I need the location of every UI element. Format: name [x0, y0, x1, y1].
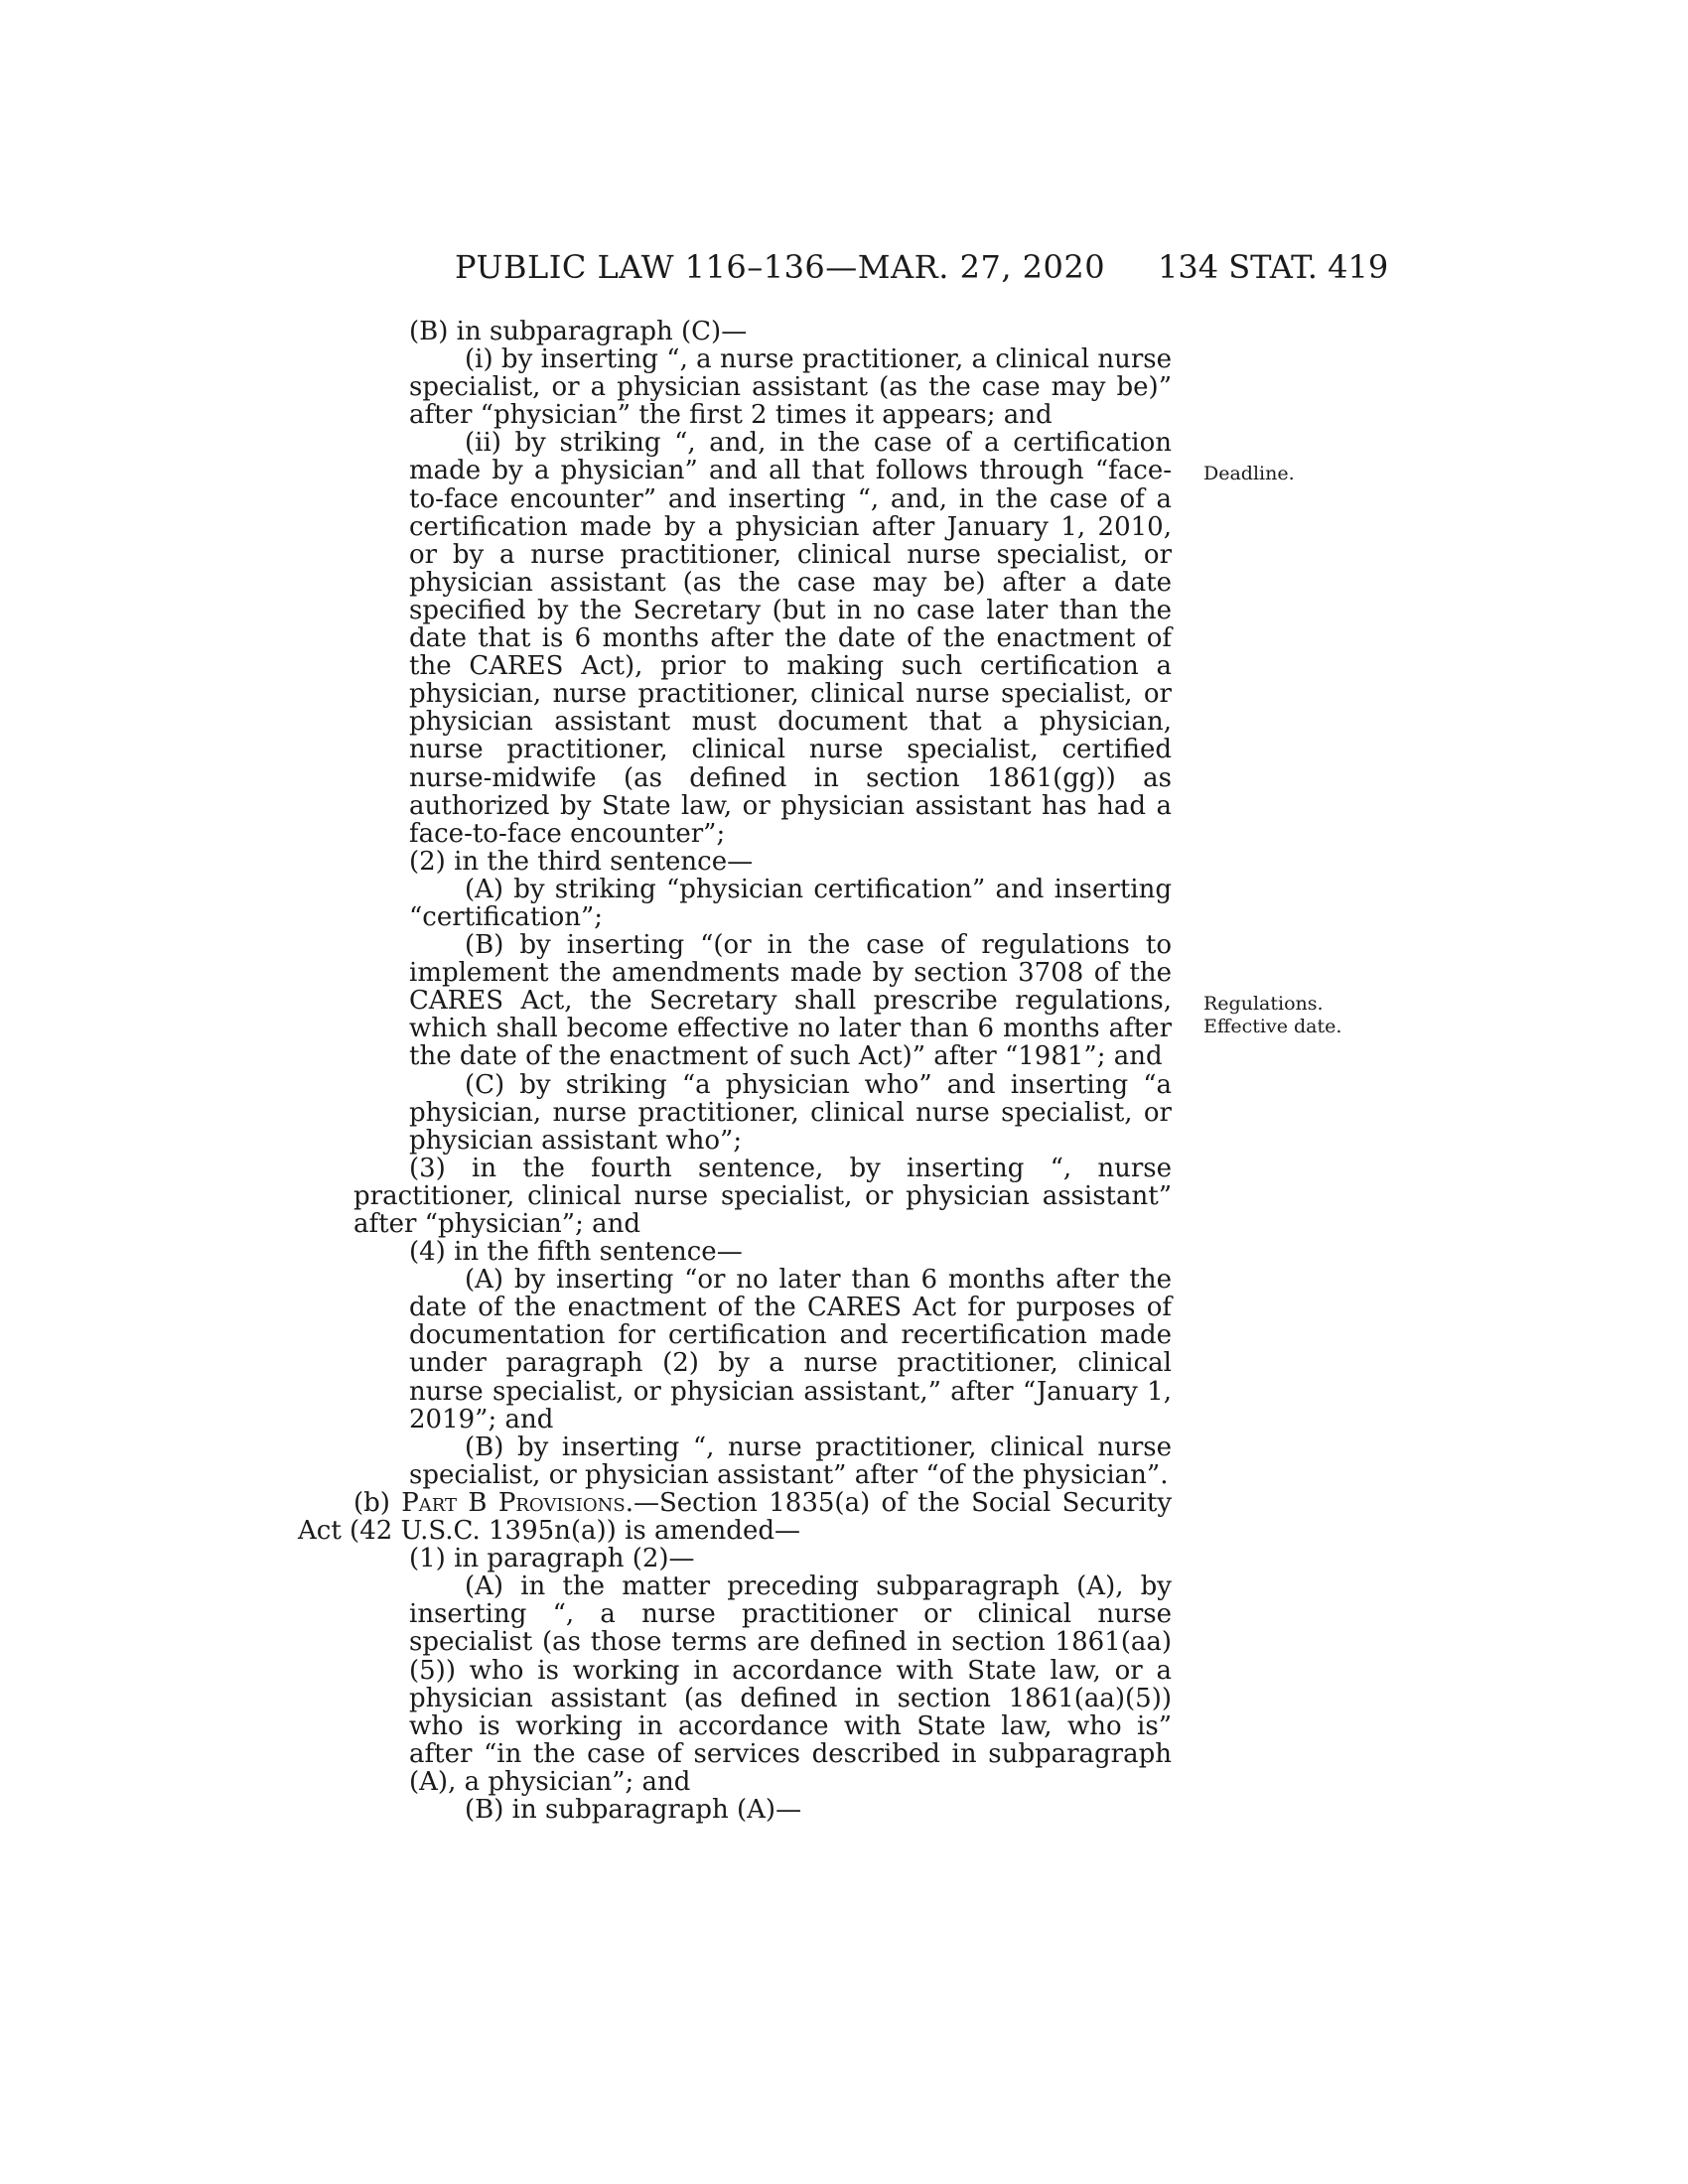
clause-i: (i) by inserting “, a nurse practitioner, a clinical nurse specialist, or a physician assistant (as the case may be)” after “physician” the first 2 times it appears; and	[409, 344, 1172, 431]
margin-note-deadline: Deadline.	[1203, 463, 1295, 484]
clause-ii: (ii) by striking “, and, in the case of a certification made by a physician” and all that follows through “face-to-face encounter” and inserting “, and, in the case of a certification made by a physician after January 1, 2010, or by a nurse practitioner, clinical nurse specialist, or physician assistant (as the case may be) after a date specified by the Secretary (but in no case later than the date that is 6 months after the date of the enactment of the CARES Act), prior to making such certification a physician, nurse practitioner, clinical nurse specialist, or physician assistant must document that a physician, nurse practitioner, clinical nurse specialist, certified nurse-midwife (as defined in section 1861(gg)) as authorized by State law, or physician assistant has had a face-to-face encounter”;	[409, 428, 1172, 849]
margin-note-effective-date: Effective date.	[1203, 1016, 1342, 1037]
subparagraph-b1a: (A) in the matter preceding subparagraph (A), by inserting “, a nurse practitioner or clinical nurse specialist (as those terms are defined in section 1861(aa)(5)) who is working in accordance with State law, or a physician assistant (as defined in section 1861(aa)(5)) who is working in accordance with State law, who is” after “in the case of services described in subparagraph (A), a physician”; and	[409, 1571, 1172, 1797]
subparagraph-4a: (A) by inserting “or no later than 6 months after the date of the enactment of the CARES Act for purposes of documentation for certification and recertification made under paragraph (2) by a nurse practitioner, clinical nurse specialist, or physician assistant,” after “January 1, 2019”; and	[409, 1265, 1172, 1434]
subsection-b-number: (b)	[353, 1487, 390, 1518]
paragraph-2: (2) in the third sentence—	[409, 846, 754, 877]
subparagraph-2c: (C) by striking “a physician who” and inserting “a physician, nurse practitioner, clinical nurse specialist, or physician assistant who”;	[409, 1069, 1172, 1156]
paragraph-b-subparagraph-c: (B) in subparagraph (C)—	[409, 317, 748, 346]
subparagraph-2a: (A) by striking “physician certification” and inserting “certification”;	[409, 874, 1172, 932]
running-header-stat-page: 134 STAT. 419	[1158, 248, 1389, 286]
paragraph-4: (4) in the fifth sentence—	[409, 1237, 743, 1268]
subparagraph-b1b: (B) in subparagraph (A)—	[465, 1794, 802, 1825]
subsection-b-text: —Section 1835(a) of the Social Security Act (42 U.S.C. 1395n(a)) is amended—	[298, 1487, 1173, 1547]
subparagraph-4b: (B) by inserting “, nurse practitioner, clinical nurse specialist, or physician assistant” after “of the physician”.	[409, 1432, 1172, 1490]
body-text	[298, 318, 1172, 1824]
subsection-b-heading: Part B Provisions.	[401, 1487, 633, 1518]
running-header-title: PUBLIC LAW 116–136—MAR. 27, 2020	[455, 248, 1106, 286]
paragraph-b1: (1) in paragraph (2)—	[409, 1544, 695, 1574]
subsection-b	[298, 1489, 1172, 1545]
margin-note-regulations: Regulations.	[1203, 993, 1324, 1015]
paragraph-3: (3) in the fourth sentence, by inserting “, nurse practitioner, clinical nurse specialist, or physician assistant” after “physician”; and	[353, 1153, 1172, 1239]
subparagraph-2b: (B) by inserting “(or in the case of regulations to implement the amendments made by section 3708 of the CARES Act, the Secretary shall prescribe regulations, which shall become effective no later than 6 months after the date of the enactment of such Act)” after “1981”; and	[409, 930, 1172, 1072]
